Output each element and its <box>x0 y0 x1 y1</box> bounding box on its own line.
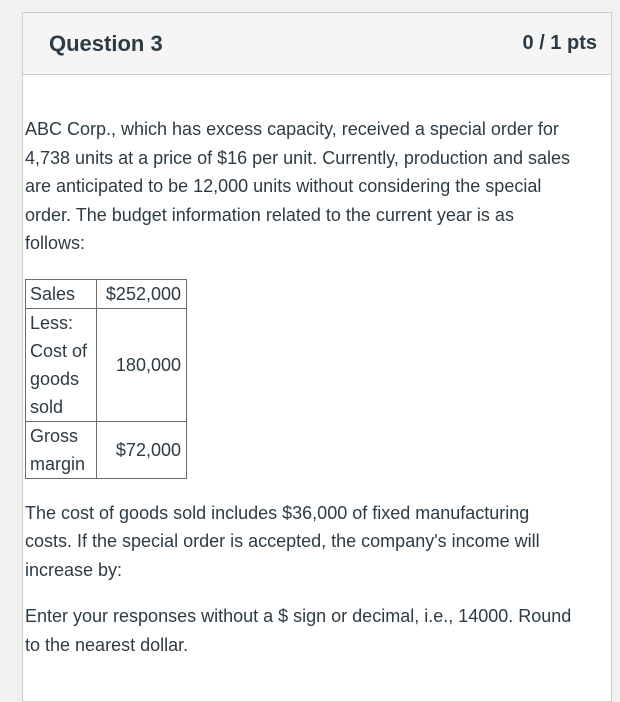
table-cell-label: Sales <box>26 279 97 308</box>
table-row <box>26 308 187 421</box>
question-body <box>25 115 573 659</box>
question-text: The cost of goods sold includes $36,000 of fixed manufacturing costs. If the special order is accepted, the company's income will increase by: <box>25 502 540 580</box>
question-title: Question 3 <box>49 30 163 56</box>
question-header <box>23 13 611 75</box>
question-instructions: Enter your responses without a $ sign or decimal, i.e., 14000. Round to the nearest dollar. <box>25 606 572 655</box>
question-intro: ABC Corp., which has excess capacity, received a special order for 4,738 units at a price of $16 per unit. Currently, production and sales are anticipated to be 12,000 units without considering the special order. The budget information related to the current year is as follows: <box>25 119 570 253</box>
table-cell-value: $252,000 <box>97 279 187 308</box>
table-cell-value: $72,000 <box>97 421 187 478</box>
table-row <box>26 279 187 308</box>
table-row <box>26 421 187 478</box>
question-points: 0 / 1 pts <box>522 32 597 54</box>
budget-table <box>25 279 187 479</box>
table-cell-value: 180,000 <box>97 308 187 421</box>
table-cell-label: Less: Cost of goods sold <box>26 308 97 421</box>
table-cell-label: Gross margin <box>26 421 97 478</box>
